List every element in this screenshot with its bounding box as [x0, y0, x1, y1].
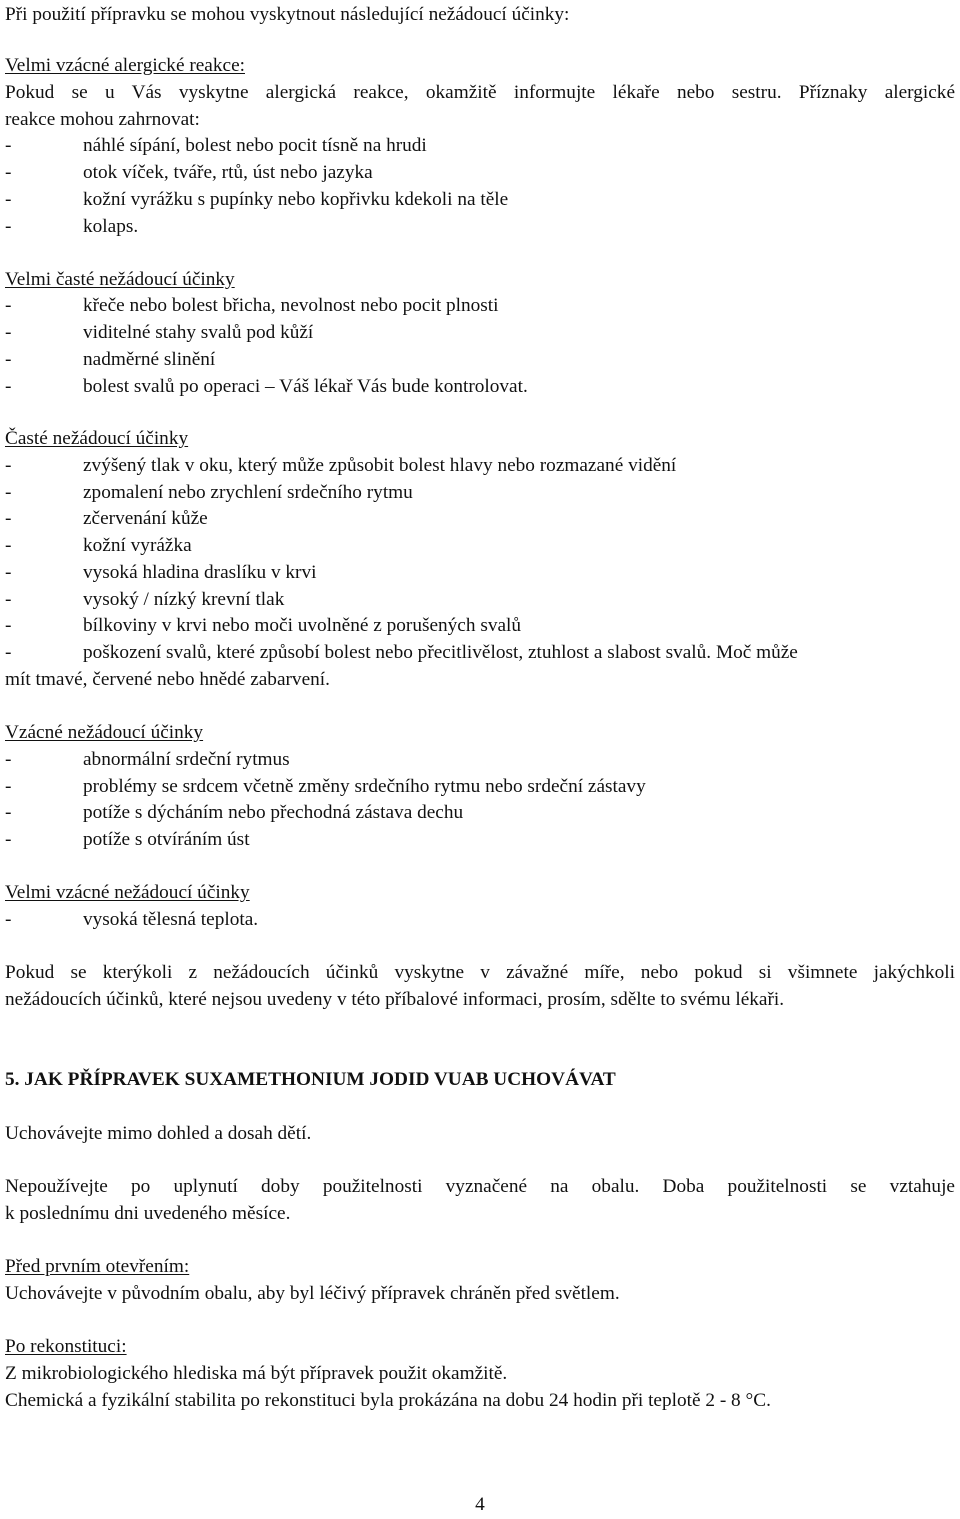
rare-heading: Vzácné nežádoucí účinky — [5, 722, 204, 743]
page-number: 4 — [475, 1494, 485, 1515]
allergic-text-line1: Pokud se u Vás vyskytne alergická reakce, okamžitě informujte lékaře nebo sestru. Příznaky alergické — [5, 82, 955, 103]
expiry-text-line1: Nepoužívejte po uplynutí doby použitelnosti vyznačené na obalu. Doba použitelnosti se vztahuje — [5, 1176, 955, 1197]
report-text-line1: Pokud se kterýkoli z nežádoucích účinků vyskytne v závažné míře, nebo pokud si všimnete jakýchkoli — [5, 962, 955, 983]
allergic-text-line2: reakce mohou zahrnovat: — [5, 109, 200, 130]
common-heading: Časté nežádoucí účinky — [5, 428, 189, 449]
after-reconstitution-line2: Chemická a fyzikální stabilita po rekonstituci byla prokázána na dobu 24 hodin při teplotě 2 - 8 °C. — [5, 1390, 771, 1411]
before-open-heading: Před prvním otevřením: — [5, 1256, 190, 1277]
very-rare-heading: Velmi vzácné nežádoucí účinky — [5, 882, 250, 903]
storage-children-text: Uchovávejte mimo dohled a dosah dětí. — [5, 1123, 312, 1144]
after-reconstitution-line1: Z mikrobiologického hlediska má být přípravek použit okamžitě. — [5, 1363, 508, 1384]
section-5-title: 5. JAK PŘÍPRAVEK SUXAMETHONIUM JODID VUAB UCHOVÁVAT — [5, 1069, 616, 1090]
report-text-line2: nežádoucích účinků, které nejsou uvedeny v této příbalové informaci, prosím, sdělte to svému lékaři. — [5, 989, 785, 1010]
intro-text: Při použití přípravku se mohou vyskytnout následující nežádoucí účinky: — [5, 4, 570, 25]
expiry-text-line2: k poslednímu dni uvedeného měsíce. — [5, 1203, 291, 1224]
very-common-heading: Velmi časté nežádoucí účinky — [5, 269, 235, 290]
before-open-text: Uchovávejte v původním obalu, aby byl léčivý přípravek chráněn před světlem. — [5, 1283, 620, 1304]
after-reconstitution-heading: Po rekonstituci: — [5, 1336, 127, 1357]
list-item-continuation: mít tmavé, červené nebo hnědé zabarvení. — [5, 669, 330, 690]
allergic-heading: Velmi vzácné alergické reakce: — [5, 55, 245, 76]
